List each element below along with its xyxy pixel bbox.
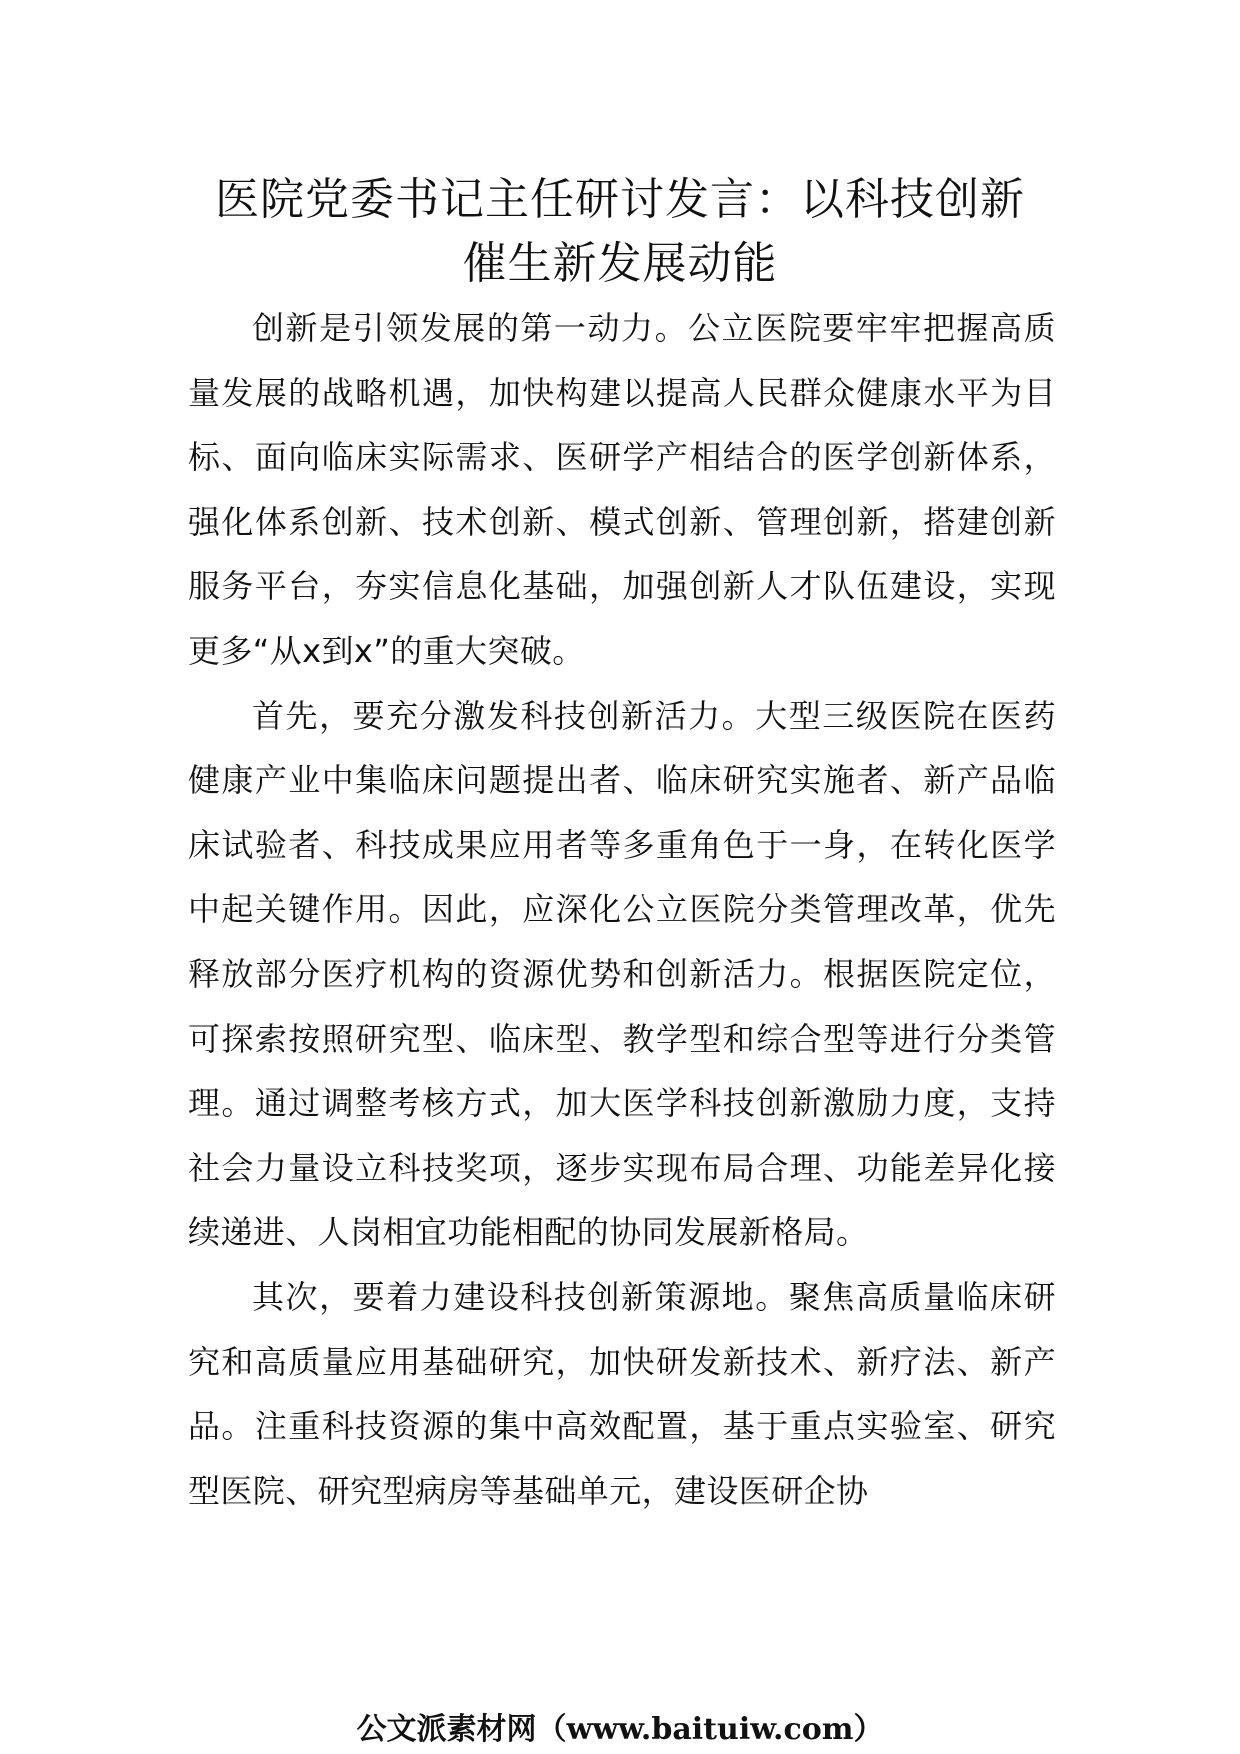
paragraph-3: 其次，要着力建设科技创新策源地。聚焦高质量临床研究和高质量应用基础研究，加快研发新技术、新疗法、新产品。注重科技资源的集中高效配置，基于重点实验室、研究型医院、研究型病房等基础单元，建设医研企协 <box>188 1277 1056 1510</box>
title-line-1: 医院党委书记主任研讨发言：以科技创新 <box>215 174 1025 225</box>
title-line-2: 催生新发展动能 <box>462 238 778 289</box>
document-title <box>150 168 1090 296</box>
document-body <box>188 296 1056 1523</box>
paragraph-2: 首先，要充分激发科技创新活力。大型三级医院在医药健康产业中集临床问题提出者、临床研究实施者、新产品临床试验者、科技成果应用者等多重角色于一身，在转化医学中起关键作用。因此，应深化公立医院分类管理改革，优先释放部分医疗机构的资源优势和创新活力。根据医院定位，可探索按照研究型、临床型、教学型和综合型等进行分类管理。通过调整考核方式，加大医学科技创新激励力度，支持社会力量设立科技奖项，逐步实现布局合理、功能差异化接续递进、人岗相宜功能相配的协同发展新格局。 <box>188 696 1056 1252</box>
paragraph-1: 创新是引领发展的第一动力。公立医院要牢牢把握高质量发展的战略机遇，加快构建以提高人民群众健康水平为目标、面向临床实际需求、医研学产相结合的医学创新体系，强化体系创新、技术创新、模式创新、管理创新，搭建创新服务平台，夯实信息化基础，加强创新人才队伍建设，实现更多“从x到x”的重大突破。 <box>188 309 1056 670</box>
page-footer-watermark: 公文派素材网（www.baituiw.com） <box>356 1712 884 1747</box>
